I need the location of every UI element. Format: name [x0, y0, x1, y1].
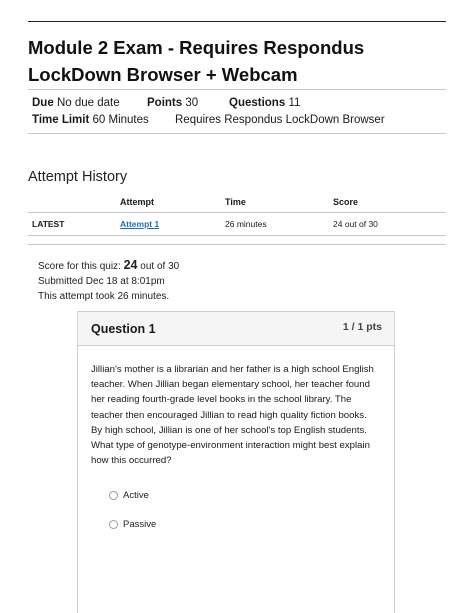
question-points: 1 / 1 pts [342, 321, 382, 333]
row-time: 26 minutes [225, 219, 267, 229]
attempt-history-heading: Attempt History [28, 169, 128, 185]
question-text-line: her reading fourth-grade level books in the school library. The [91, 394, 352, 406]
questions-label: Questions [229, 97, 286, 109]
questions-value: 11 [288, 97, 301, 109]
page-title-line-2: LockDown Browser + Webcam [28, 64, 298, 85]
radio-button[interactable] [109, 520, 118, 529]
meta-divider-top [28, 89, 446, 90]
history-divider [28, 244, 446, 245]
attempt-history-table [28, 192, 446, 236]
question-text-line: teacher then encouraged Jillian to read high quality fiction books. [91, 409, 367, 421]
attempt-link[interactable]: Attempt 1 [120, 219, 160, 229]
question-text-line: how this occurred? [91, 455, 172, 467]
due-value: No due date [56, 97, 120, 109]
question-text-line: What type of genotype-environment interaction might best explain [91, 440, 370, 452]
points-label: Points [147, 97, 183, 109]
answer-label: Active [123, 490, 149, 501]
submitted-text: Submitted Dec 18 at 8:01pm [38, 276, 165, 287]
page-title-line-1: Module 2 Exam - Requires Respondus [28, 37, 365, 58]
score-value: 24 [123, 258, 138, 272]
points-info [147, 97, 198, 109]
quiz-score-summary [38, 258, 179, 272]
time-limit-label: Time Limit [32, 114, 90, 126]
question-text [91, 362, 387, 468]
top-divider [28, 21, 446, 22]
due-info [32, 97, 120, 109]
score-suffix: out of 30 [140, 261, 180, 272]
due-label: Due [32, 97, 54, 109]
header-cell-score: Score [333, 197, 359, 207]
table-header-row [28, 192, 446, 213]
points-value: 30 [185, 97, 199, 109]
question-header [78, 312, 394, 346]
question-text-line: Jillian's mother is a librarian and her father is a high school English [91, 364, 374, 375]
requirement-text: Requires Respondus LockDown Browser [175, 114, 385, 126]
attempt-duration-text: This attempt took 26 minutes. [38, 291, 170, 302]
header-cell-time: Time [225, 197, 246, 207]
question-card [77, 311, 395, 613]
score-prefix: Score for this quiz: [38, 261, 121, 272]
page-title [28, 34, 448, 88]
meta-divider-bottom [28, 133, 446, 134]
question-text-line: By high school, Jillian is one of her school's top English students. [91, 424, 367, 436]
table-row [28, 213, 446, 236]
radio-button[interactable] [109, 491, 118, 500]
time-limit-value: 60 Minutes [92, 114, 149, 126]
header-cell-attempt: Attempt [120, 197, 154, 207]
questions-info [229, 97, 300, 109]
question-text-line: teacher. When Jillian began elementary school, her teacher found [91, 379, 370, 391]
row-score: 24 out of 30 [333, 219, 378, 229]
answer-label: Passive [123, 519, 157, 530]
question-title: Question 1 [91, 322, 156, 336]
row-label: LATEST [32, 219, 65, 229]
time-limit-info [32, 114, 149, 126]
